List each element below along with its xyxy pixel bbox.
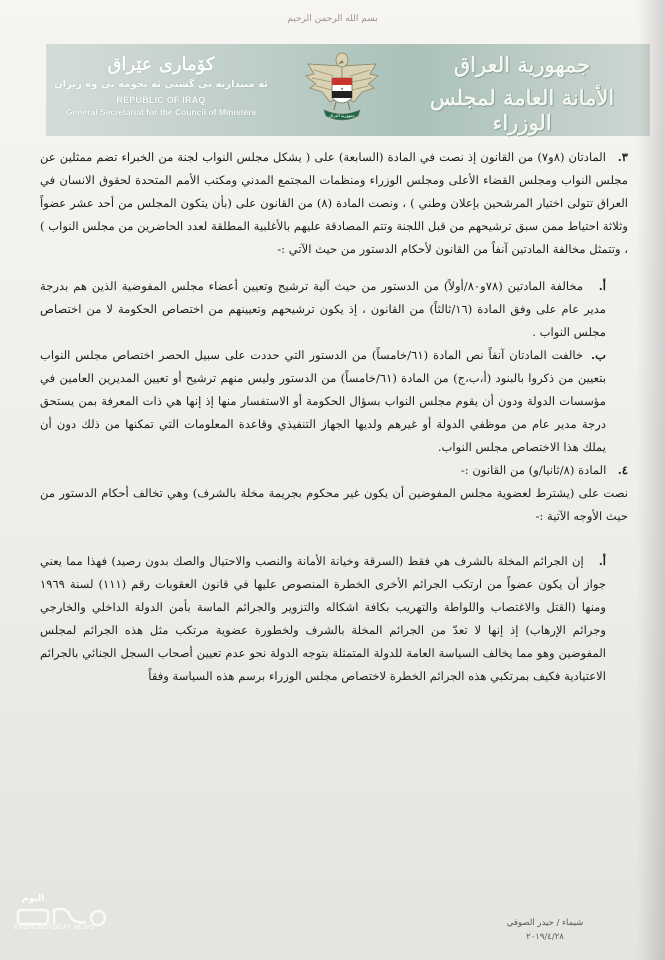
letterhead-kurdish-title: كۆماری عێراق	[107, 54, 215, 75]
letterhead-kurdish-subtitle: ئه مینداریه تی گشتی ئه نجومه نی وه زیران	[54, 79, 268, 90]
letterhead-english-title: REPUBLIC OF IRAQ	[116, 95, 206, 105]
letterhead-english-subtitle: General Secretariat for the Council of Ministers	[65, 107, 257, 117]
clause-text: خالفت المادتان آنفاً نص المادة (٦١/خامساً) من الدستور التي حددت على سبيل الحصر اختصاص مجلس النواب بتعيين من ذكروا بالبنود (أ،ب،ج) من المادة (٦١/خامساً) من الدستور وليس منهم ترشيح أو تعيين المديرين العامين في مؤسسات الدولة ودون أن يقوم مجلس النواب بسؤال الحكومة أو الاستفسار منها إذ إنها هي ذات المعرفة بمن يستحق درجة مدير عام من موظفي الدولة أو غيرهم ولديها الجهاز التنفيذي وقاعدة المعلومات التي تمكنها من ذلك دون أن يملك هذا الاختصاص مجلس النواب.	[40, 348, 606, 454]
paragraph-number: ٣.	[617, 150, 629, 164]
paragraph-3	[40, 146, 628, 261]
svg-text:جمهورية العراق: جمهورية العراق	[329, 113, 355, 118]
paragraph-text: نصت على (يشترط لعضوية مجلس المفوضين أن يكون غير محكوم بجريمة مخلة بالشرف) وهي تخالف أحكام الدستور من حيث الأوجه الآتية :-	[40, 486, 628, 523]
svg-text:★: ★	[340, 86, 344, 91]
clause-label: أ.	[598, 279, 607, 293]
clause-label: ب.	[591, 348, 606, 362]
letterhead-arabic-subtitle: الأمانة العامة لمجلس الوزراء	[429, 85, 615, 135]
paragraph-text: المادتان (٨و٧) من القانون إذ نصت في المادة (السابعة) على ( يشكل مجلس النواب لجنة من الخبراء تضم ممثلين عن مجلس النواب ومجلس القضاء الأعلى ومجلس الوزراء ومنظمات المجتمع المدني ومكتب الأمم المتحدة لحقوق الانسان في العراق تتولى اختيار المرشحين بإعلان وطني ) ، ونصت المادة (٨) من القانون على (بأن يتكون المجلس من أحد عشر عضواً وثلاثة احتياط ممن سبق ترشيحهم من قبل اللجنة وتتم المصادقة عليهم بالأغلبية المطلقة لعدد الحاضرين من مجلس النواب ) ، وتتمثل مخالفة المادتين آنفاً من القانون لأحكام الدستور من حيث الآتي :-	[40, 150, 628, 256]
signature-names: شيماء / حيدر الصوفي	[506, 918, 584, 928]
watermark-caption: BAGHDADTODAY NEWS	[14, 924, 95, 931]
paragraph-4	[40, 482, 628, 528]
iraq-eagle-emblem-icon	[300, 46, 384, 134]
document-body	[40, 146, 628, 688]
clause-text: مخالفة المادتين (٧٨و٨٠/أولاً) من الدستور من حيث آلية ترشيح وتعيين أعضاء مجلس المفوضية الذين هم بدرجة مدير عام على وفق المادة (١٦/ثالثاً) من القانون ، إذ يكون ترشيحهم وتعيينهم من اختصاص الحكومة لا من اختصاص مجلس النواب .	[40, 279, 606, 339]
paragraph-number: ٤.	[617, 463, 628, 477]
letterhead-right	[402, 52, 642, 135]
clause-c	[40, 550, 628, 688]
paragraph-title: المادة (٨/ثانيا/و) من القانون :-	[460, 463, 607, 477]
signature-date: ٢٠١٩/٤/٢٨	[526, 932, 564, 942]
clause-text: إن الجرائم المخلة بالشرف هي فقط (السرقة وخيانة الأمانة والنصب والاحتيال والصك بدون رصيد) فهذا مما يعني جواز أن يكون عضواً من ارتكب الجرائم الأخرى الخطرة المنصوص عليها في قانون العقوبات رقم (١١١) لسنة ١٩٦٩ ومنها (القتل والاغتصاب واللواطة والتهريب بكافة اشكاله والتزوير والجرائم الماسة بأمن الدولة الداخلي والخارجي وجرائم الإرهاب) إذ إنها لا تعدّ من الجرائم المخلة بالشرف ولخطورة عضوية مرتكب مثل هذه الجرائم لمجلس المفوضين وهو مما يخالف السياسة العامة للدولة المتمثلة بتوجه الدولة نحو عدم تعيين أصحاب السجل الجنائي بالجرائم الاعتيادية فكيف بمرتكبي هذه الجرائم الخطرة لاختصاص مجلس الوزراء برسم هذه السياسة وفقاً	[40, 554, 607, 683]
basmala: بسم الله الرحمن الرحيم	[287, 14, 378, 24]
watermark-title: اليوم	[22, 894, 45, 904]
clause-a	[40, 275, 628, 344]
signature-block	[490, 916, 600, 944]
letterhead-left	[46, 48, 276, 132]
letterhead	[46, 44, 650, 136]
paragraph-4-title	[40, 459, 628, 482]
letterhead-arabic-title: جمهورية العراق	[453, 52, 591, 77]
clause-b	[40, 344, 628, 459]
clause-label: أ.	[598, 554, 606, 568]
